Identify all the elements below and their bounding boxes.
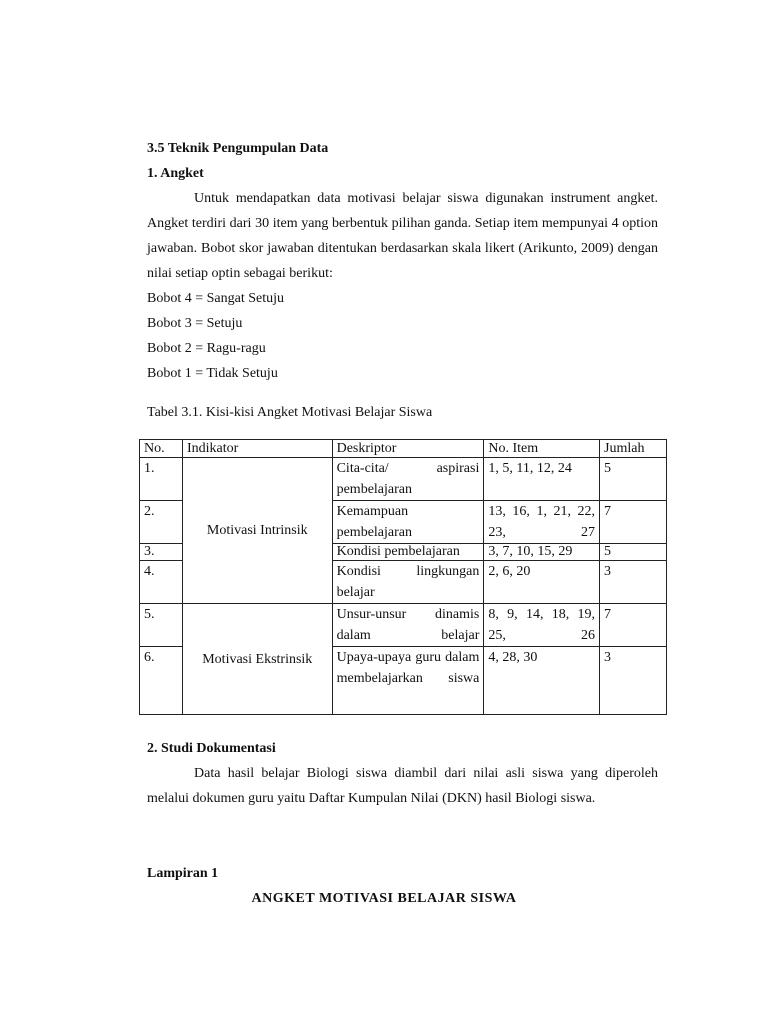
table-caption: Tabel 3.1. Kisi-kisi Angket Motivasi Belajar Siswa: [147, 405, 433, 420]
bobot-line: Bobot 4 = Sangat Setuju: [147, 291, 285, 306]
questionnaire-title: ANGKET MOTIVASI BELAJAR SISWA: [251, 891, 517, 906]
cell-no: 3.: [140, 544, 183, 561]
bobot-line: Bobot 2 = Ragu-ragu: [147, 341, 266, 356]
table-row: [140, 458, 667, 501]
cell-deskriptor: Cita-cita/ aspirasi pembelajaran: [332, 458, 484, 501]
cell-indikator-ekstrinsik: Motivasi Ekstrinsik: [182, 604, 332, 715]
studi-dokumentasi-title: 2. Studi Dokumentasi: [147, 741, 276, 756]
cell-jumlah: 5: [600, 544, 667, 561]
cell-no: 5.: [140, 604, 183, 647]
header-no-item: No. Item: [484, 440, 600, 458]
kisi-kisi-table: [139, 439, 667, 715]
cell-no-item: 3, 7, 10, 15, 29: [484, 544, 600, 561]
cell-no: 1.: [140, 458, 183, 501]
cell-no: 6.: [140, 647, 183, 715]
cell-no-item: 2, 6, 20: [484, 561, 600, 604]
cell-no: 2.: [140, 501, 183, 544]
cell-deskriptor: Upaya-upaya guru dalam membelajarkan siswa: [332, 647, 484, 715]
cell-jumlah: 3: [600, 647, 667, 715]
cell-deskriptor: Unsur-unsur dinamis dalam belajar: [332, 604, 484, 647]
cell-no-item: 8, 9, 14, 18, 19, 25, 26: [484, 604, 600, 647]
lampiran-label: Lampiran 1: [147, 866, 219, 881]
section-studi-dokumentasi: [147, 736, 658, 811]
cell-jumlah: 7: [600, 501, 667, 544]
section-3-5: [147, 136, 658, 425]
angket-paragraph: Untuk mendapatkan data motivasi belajar siswa digunakan instrument angket. Angket terdiri dari 30 item yang berbentuk pilihan ganda. Setiap item mempunyai 4 option jawaban. Bobot skor jawaban ditentukan berdasarkan skala likert (Arikunto, 2009) dengan nilai setiap optin sebagai berikut:: [147, 191, 658, 281]
table-row: [140, 604, 667, 647]
studi-dokumentasi-paragraph: Data hasil belajar Biologi siswa diambil dari nilai asli siswa yang diperoleh melalui dokumen guru yaitu Daftar Kumpulan Nilai (DKN) hasil Biologi siswa.: [147, 766, 658, 806]
header-indikator: Indikator: [182, 440, 332, 458]
cell-no-item: 1, 5, 11, 12, 24: [484, 458, 600, 501]
cell-jumlah: 5: [600, 458, 667, 501]
cell-no: 4.: [140, 561, 183, 604]
cell-indikator-intrinsik: Motivasi Intrinsik: [182, 458, 332, 604]
cell-no-item: 13, 16, 1, 21, 22, 23, 27: [484, 501, 600, 544]
bobot-line: Bobot 1 = Tidak Setuju: [147, 366, 278, 381]
header-no: No.: [140, 440, 183, 458]
cell-jumlah: 3: [600, 561, 667, 604]
header-deskriptor: Deskriptor: [332, 440, 484, 458]
header-jumlah: Jumlah: [600, 440, 667, 458]
table-header-row: [140, 440, 667, 458]
subsection-angket-title: 1. Angket: [147, 166, 204, 181]
cell-deskriptor: Kemampuan pembelajaran: [332, 501, 484, 544]
cell-deskriptor: Kondisi pembelajaran: [332, 544, 484, 561]
bobot-line: Bobot 3 = Setuju: [147, 316, 243, 331]
cell-no-item: 4, 28, 30: [484, 647, 600, 715]
section-title: 3.5 Teknik Pengumpulan Data: [147, 141, 329, 156]
cell-deskriptor: Kondisi lingkungan belajar: [332, 561, 484, 604]
cell-jumlah: 7: [600, 604, 667, 647]
